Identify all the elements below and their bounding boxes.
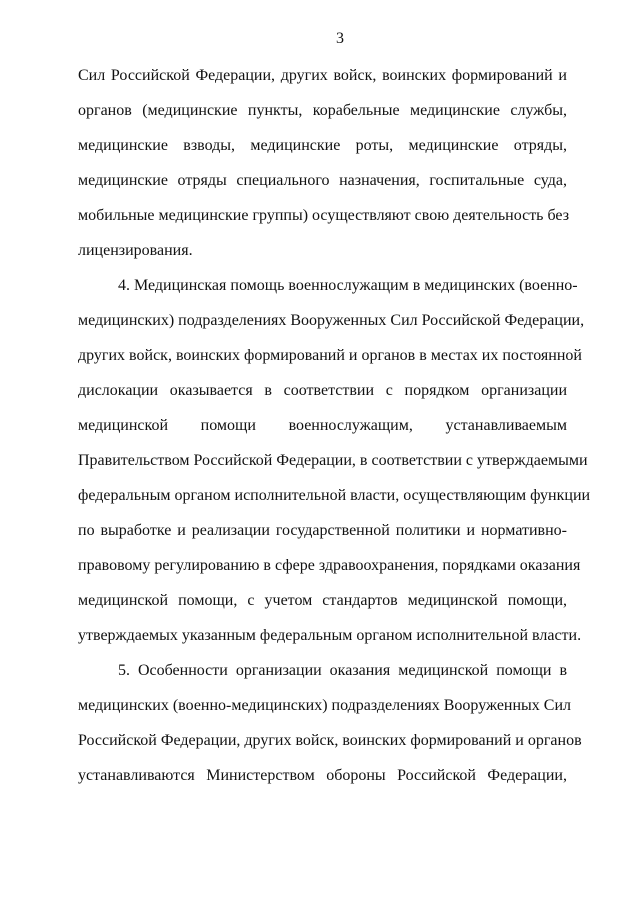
paragraph-2-line-5: медицинской помощи военнослужащим, устанавливаемым: [78, 417, 567, 434]
paragraph-3-line-4: устанавливаются Министерством обороны Российской Федерации,: [78, 767, 567, 784]
paragraph-2-line-11: утверждаемых указанным федеральным органом исполнительной власти.: [78, 627, 582, 644]
paragraph-2-line-1: 4. Медицинская помощь военнослужащим в медицинских (военно-: [118, 277, 578, 294]
page-number: 3: [336, 30, 344, 47]
paragraph-2-line-3: других войск, воинских формирований и органов в местах их постоянной: [78, 347, 582, 364]
paragraph-1-line-1: Сил Российской Федерации, других войск, воинских формирований и: [78, 67, 567, 84]
paragraph-1-line-6: лицензирования.: [78, 242, 193, 259]
paragraph-2-line-6: Правительством Российской Федерации, в соответствии с утверждаемыми: [78, 452, 588, 469]
paragraph-2-line-7: федеральным органом исполнительной власти, осуществляющим функции: [78, 487, 591, 504]
paragraph-1-line-2: органов (медицинские пункты, корабельные медицинские службы,: [78, 102, 567, 119]
paragraph-2-line-4: дислокации оказывается в соответствии с порядком организации: [78, 382, 567, 399]
paragraph-3-line-3: Российской Федерации, других войск, воинских формирований и органов: [78, 732, 582, 749]
paragraph-2-line-9: правовому регулированию в сфере здравоохранения, порядками оказания: [78, 557, 581, 574]
paragraph-2-line-2: медицинских) подразделениях Вооруженных Сил Российской Федерации,: [78, 312, 585, 329]
paragraph-2-line-8: по выработке и реализации государственной политики и нормативно-: [78, 522, 567, 539]
paragraph-1-line-3: медицинские взводы, медицинские роты, медицинские отряды,: [78, 137, 567, 154]
paragraph-1-line-5: мобильные медицинские группы) осуществляют свою деятельность без: [78, 207, 570, 224]
paragraph-2-line-10: медицинской помощи, с учетом стандартов медицинской помощи,: [78, 592, 567, 609]
paragraph-3-line-2: медицинских (военно-медицинских) подразделениях Вооруженных Сил: [78, 697, 572, 714]
paragraph-1-line-4: медицинские отряды специального назначения, госпитальные суда,: [78, 172, 567, 189]
paragraph-3-line-1: 5. Особенности организации оказания медицинской помощи в: [118, 662, 567, 679]
